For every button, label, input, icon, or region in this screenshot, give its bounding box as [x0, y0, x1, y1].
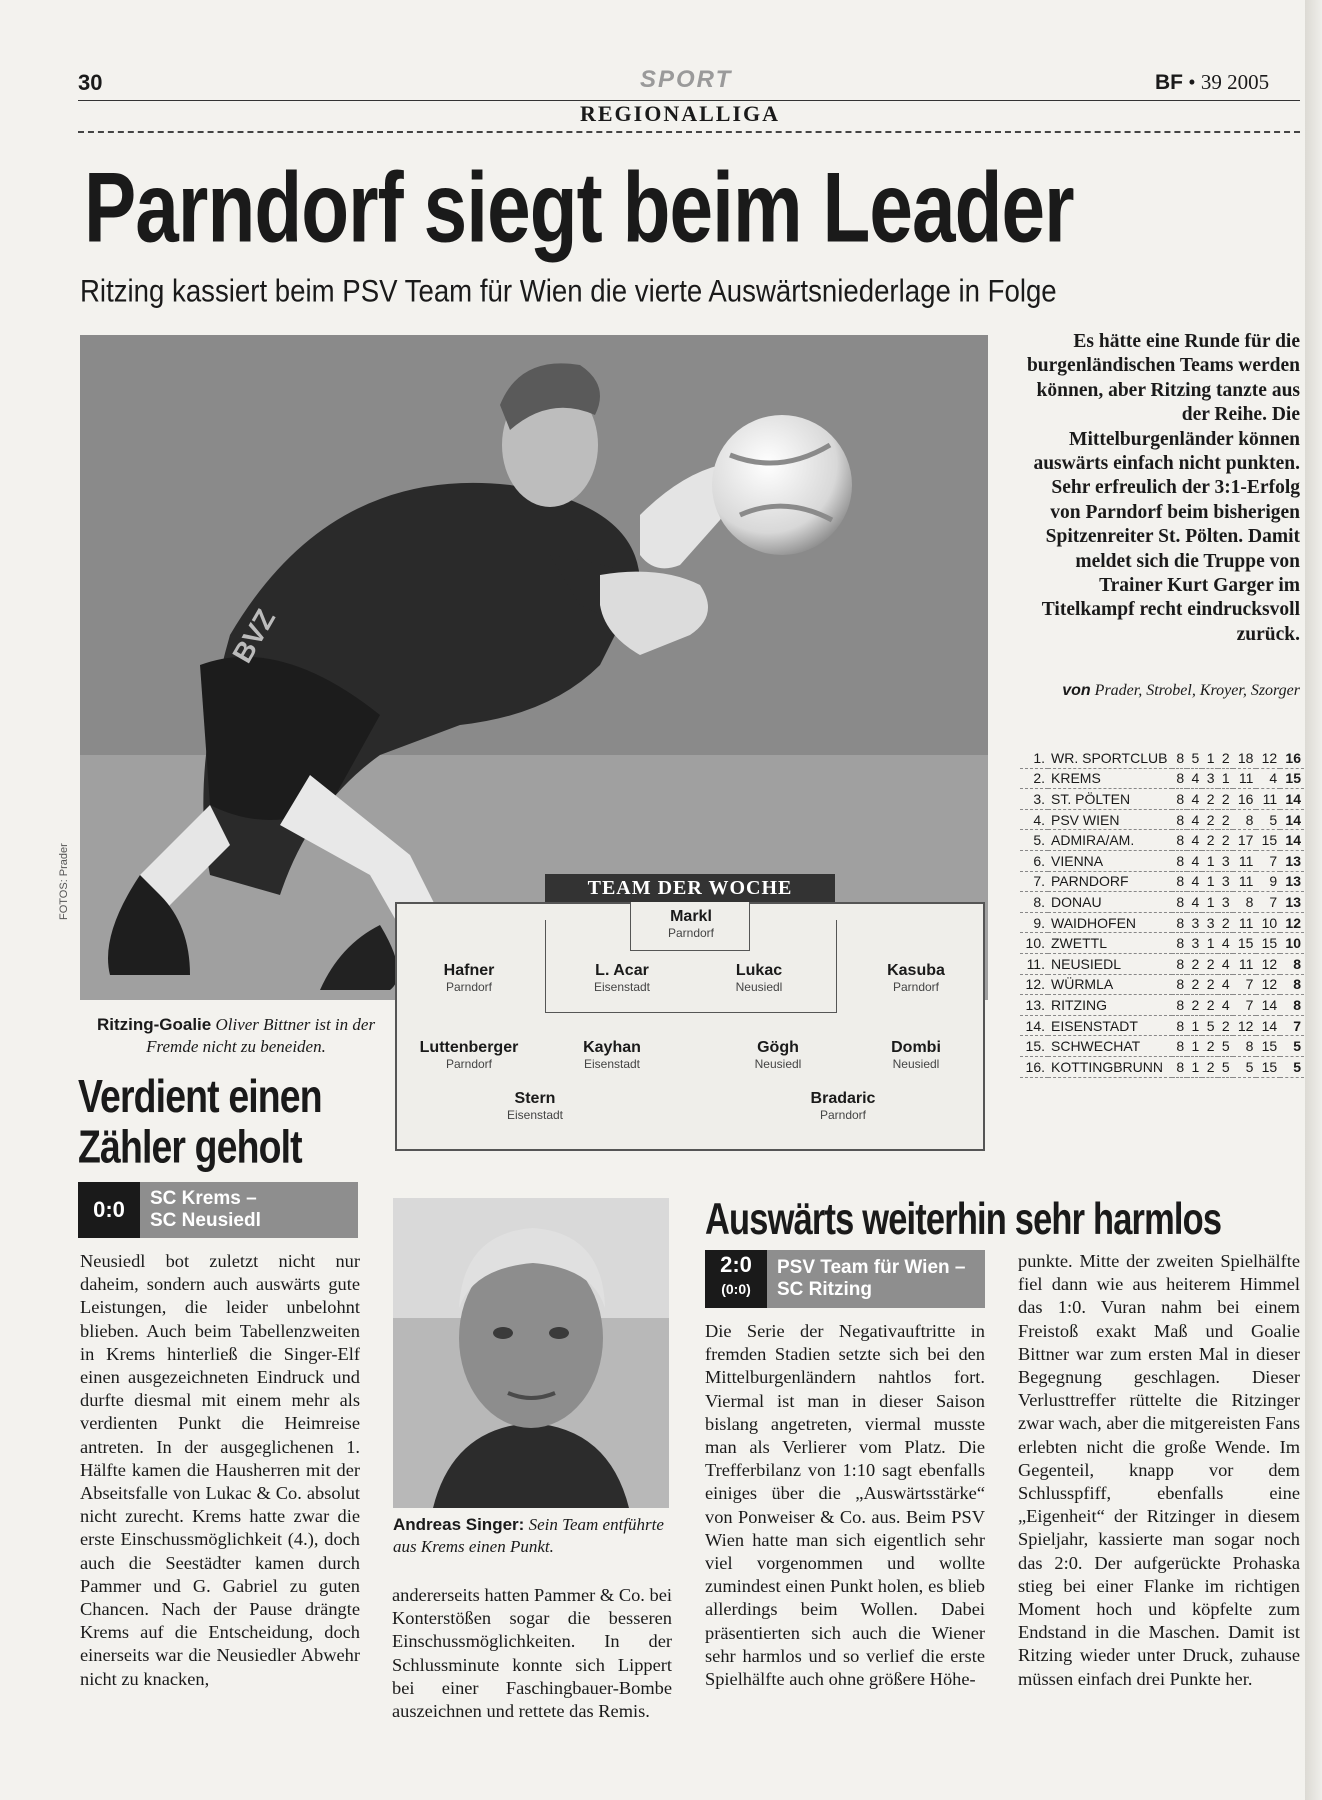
standings-cell-n: 2 — [1218, 830, 1233, 851]
standings-cell-sp: 8 — [1172, 995, 1187, 1016]
standings-cell-u: 2 — [1202, 974, 1217, 995]
standings-cell-u: 1 — [1202, 933, 1217, 954]
standings-cell-n: 4 — [1218, 995, 1233, 1016]
standings-cell-n: 2 — [1218, 1015, 1233, 1036]
standings-row — [1020, 748, 1304, 768]
standings-cell-sp: 8 — [1172, 1015, 1187, 1036]
player-club: Parndorf — [819, 1108, 867, 1122]
standings-cell-pts: 13 — [1280, 892, 1304, 913]
issue-number: 39 — [1200, 70, 1222, 94]
standings-row — [1020, 789, 1304, 810]
standings-cell-team: PARNDORF — [1048, 871, 1172, 892]
standings-cell-team: PSV WIEN — [1048, 809, 1172, 830]
player-name: Lukac — [735, 962, 783, 979]
standings-cell-s: 2 — [1187, 953, 1202, 974]
intro-paragraph: Es hätte eine Runde für die burgenländischen Teams werden können, aber Ritzing tanzte aus der Reihe. Die Mittelburgenländer können auswärts einfach nicht punkten. Sehr erfreulich der 3:1-Erfolg von Parndorf beim bisherigen Spitzenreiter St. Pölten. Damit meldet sich die Truppe von Trainer Kurt Garger im Titelkampf recht eindrucksvoll zurück. — [1026, 331, 1300, 645]
standings-cell-pts: 13 — [1280, 850, 1304, 871]
team-of-week-player — [684, 962, 834, 994]
standings-cell-u: 1 — [1202, 892, 1217, 913]
story1-body-col1: Neusiedl bot zuletzt nicht nur daheim, sondern auch auswärts gute Leistungen, die leider unbelohnt blieben. Auch beim Tabellenzweiten in Krems hinterließ die Singer-Elf einen ausgezeichneten Eindruck und durfte diesmal mit einem mehr als verdienten Punkt die Heimreise antreten. In der ausgeglichenen 1. Hälfte kamen die Hausherren mit der Abseitsfalle von Lukac & Co. absolut nicht zurecht. Krems hatte zwar die erste Einschussmöglichkeit (4.), doch auch die Seestädter kamen durch Pammer und G. Gabriel zu guten Chancen. Nach der Pause drängte Krems auf die Entscheidung, doch einerseits war die Neusiedler Abwehr nicht zu knacken, — [80, 1251, 360, 1689]
standings-cell-team: DONAU — [1048, 892, 1172, 913]
story1-team-away: SC Neusiedl — [150, 1210, 261, 1231]
standings-cell-pts: 14 — [1280, 830, 1304, 851]
story2-team-home: PSV Team für Wien – — [777, 1257, 966, 1278]
standings-cell-n: 3 — [1218, 850, 1233, 871]
standings-cell-u: 1 — [1202, 871, 1217, 892]
standings-cell-ga: 12 — [1256, 748, 1280, 768]
team-of-week-title: TEAM DER WOCHE — [545, 874, 835, 902]
standings-cell-s: 4 — [1187, 809, 1202, 830]
standings-cell-sp: 8 — [1172, 933, 1187, 954]
issue-year: 2005 — [1227, 70, 1270, 94]
standings-row — [1020, 953, 1304, 974]
standings-cell-s: 2 — [1187, 995, 1202, 1016]
standings-cell-u: 1 — [1202, 850, 1217, 871]
standings-cell-ga: 9 — [1256, 871, 1280, 892]
story2-teams — [777, 1257, 965, 1301]
story1-headline — [78, 1072, 322, 1173]
standings-row — [1020, 974, 1304, 995]
standings-cell-rank: 13. — [1020, 995, 1048, 1016]
standings-cell-gf: 17 — [1233, 830, 1257, 851]
story1-scorebar — [78, 1182, 358, 1238]
player-club: Parndorf — [667, 926, 715, 940]
rubric-label: REGIONALLIGA — [580, 101, 781, 126]
standings-table — [1020, 748, 1304, 1078]
player-club: Eisenstadt — [506, 1108, 564, 1122]
standings-cell-n: 3 — [1218, 871, 1233, 892]
story2-body-col1: Die Serie der Negativauftritte in fremden Stadien setzte sich bei den Mittelburgenländern nahtlos fort. Viermal ist man in dieser Saison bislang angetreten, viermal musste man als Verlierer vom Platz. Die Trefferbilanz von 1:10 sagt ebenfalls einiges über die „Auswärtsstärke“ von Ponweiser & Co. aus. Beim PSV Wien hatte man sich eigentlich sehr viel vorgenommen und wollte zumindest einen Punkt holen, es blieb allerdings beim Wollen. Dabei präsentierten sich auch die Wiener sehr harmlos und so verlief die erste Spielhälfte auch ohne größere Höhe- — [705, 1321, 985, 1690]
goalkeeper-illustration — [80, 335, 988, 1000]
standings-cell-ga: 14 — [1256, 1015, 1280, 1036]
standings-cell-pts: 12 — [1280, 912, 1304, 933]
story1-teams — [150, 1188, 261, 1232]
goalkeeper-photo — [80, 335, 988, 1000]
standings-cell-n: 4 — [1218, 933, 1233, 954]
standings-cell-n: 2 — [1218, 748, 1233, 768]
standings-cell-gf: 7 — [1233, 974, 1257, 995]
standings-cell-n: 4 — [1218, 953, 1233, 974]
standings-cell-pts: 14 — [1280, 789, 1304, 810]
player-club: Eisenstadt — [583, 1057, 641, 1071]
andreas-singer-photo — [393, 1198, 669, 1508]
standings-row — [1020, 809, 1304, 830]
standings-cell-n: 3 — [1218, 892, 1233, 913]
kit-logo-text: BVZ — [226, 604, 282, 668]
standings-cell-ga: 4 — [1256, 768, 1280, 789]
standings-cell-rank: 5. — [1020, 830, 1048, 851]
story1-score: 0:0 — [78, 1182, 140, 1238]
standings-cell-team: ST. PÖLTEN — [1048, 789, 1172, 810]
standings-cell-rank: 10. — [1020, 933, 1048, 954]
standings-cell-s: 4 — [1187, 871, 1202, 892]
standings-cell-gf: 15 — [1233, 933, 1257, 954]
standings-cell-gf: 11 — [1233, 768, 1257, 789]
standings-cell-rank: 16. — [1020, 1056, 1048, 1077]
story2-body-col2: punkte. Mitte der zweiten Spielhälfte fiel dann wie aus heiterem Himmel das 1:0. Vuran nahm bei einem Freistoß exakt Maß und Goalie Bittner war zum ersten Mal in dieser Begegnung geschlagen. Dieser Verlusttreffer rüttelte die Ritzinger zwar wach, aber die mitgereisten Fans erlebten nicht die große Wende. Im Gegenteil, knapp vor dem Schlusspfiff, ebenfalls eine „Eigenheit“ der Ritzinger in diesem Spieljahr, kassierte man sogar noch das 2:0. Der aufgerückte Prohaska stieg bei einer Flanke im richtigen Moment hoch und köpfelte zum Endstand in die Maschen. Damit ist Ritzing wieder unter Druck, zuhause müssen einfach drei Punkte her. — [1018, 1251, 1300, 1689]
standings-cell-ga: 15 — [1256, 933, 1280, 954]
photo1-caption — [96, 1014, 376, 1058]
standings-cell-gf: 11 — [1233, 912, 1257, 933]
standings-cell-pts: 7 — [1280, 1015, 1304, 1036]
player-name: Luttenberger — [419, 1039, 519, 1056]
standings-cell-s: 3 — [1187, 933, 1202, 954]
standings-cell-rank: 8. — [1020, 892, 1048, 913]
story1-team-home: SC Krems – — [150, 1188, 257, 1209]
team-of-week-player — [394, 962, 544, 994]
standings-cell-ga: 12 — [1256, 953, 1280, 974]
standings-cell-sp: 8 — [1172, 912, 1187, 933]
standings-cell-sp: 8 — [1172, 1056, 1187, 1077]
story2-headline: Auswärts weiterhin sehr harmlos — [705, 1194, 1222, 1244]
standings-row — [1020, 830, 1304, 851]
standings-cell-rank: 9. — [1020, 912, 1048, 933]
standings-cell-n: 5 — [1218, 1056, 1233, 1077]
player-club: Parndorf — [445, 1057, 493, 1071]
player-club: Parndorf — [892, 980, 940, 994]
standings-cell-sp: 8 — [1172, 892, 1187, 913]
standings-cell-gf: 5 — [1233, 1056, 1257, 1077]
standings-cell-s: 3 — [1187, 912, 1202, 933]
team-of-week-player — [394, 1039, 544, 1071]
standings-row — [1020, 768, 1304, 789]
portrait-illustration — [393, 1198, 669, 1508]
team-of-week-player — [841, 1039, 991, 1071]
photo1-caption-text: Oliver Bittner ist in der Fremde nicht zu beneiden. — [146, 1015, 376, 1056]
standings-cell-ga: 7 — [1256, 892, 1280, 913]
player-name: Gögh — [757, 1039, 799, 1056]
photo1-caption-name: Ritzing-Goalie — [96, 1015, 212, 1034]
player-name: Markl — [670, 908, 712, 925]
standings-cell-u: 2 — [1202, 830, 1217, 851]
standings-cell-u: 2 — [1202, 995, 1217, 1016]
story2-scorebar — [705, 1250, 985, 1308]
page-edge — [1305, 0, 1322, 1800]
issue-separator: • — [1188, 70, 1201, 94]
standings-cell-n: 4 — [1218, 974, 1233, 995]
standings-cell-sp: 8 — [1172, 748, 1187, 768]
player-name: Kasuba — [887, 962, 945, 979]
standings-cell-u: 5 — [1202, 1015, 1217, 1036]
standings-cell-sp: 8 — [1172, 830, 1187, 851]
standings-cell-pts: 8 — [1280, 995, 1304, 1016]
team-of-week-player — [537, 1039, 687, 1071]
byline — [1018, 682, 1300, 700]
standings-cell-s: 2 — [1187, 974, 1202, 995]
standings-cell-sp: 8 — [1172, 1036, 1187, 1057]
standings-row — [1020, 1036, 1304, 1057]
team-of-week-player — [547, 962, 697, 994]
page-number: 30 — [78, 70, 103, 95]
standings-cell-gf: 8 — [1233, 892, 1257, 913]
player-name: Kayhan — [583, 1039, 641, 1056]
standings-cell-team: WAIDHOFEN — [1048, 912, 1172, 933]
standings-cell-u: 3 — [1202, 912, 1217, 933]
standings-cell-u: 2 — [1202, 953, 1217, 974]
standings-cell-s: 1 — [1187, 1036, 1202, 1057]
standings-cell-n: 5 — [1218, 1036, 1233, 1057]
standings-cell-rank: 12. — [1020, 974, 1048, 995]
photo2-caption-text: Sein Team entführte aus Krems einen Punkt. — [393, 1515, 664, 1556]
byline-names: Prader, Strobel, Kroyer, Szorger — [1094, 682, 1300, 699]
section-label: SPORT — [640, 66, 733, 93]
photo-credit: FOTOS: Prader — [58, 843, 70, 920]
standings-cell-u: 2 — [1202, 789, 1217, 810]
standings-cell-sp: 8 — [1172, 850, 1187, 871]
standings-cell-rank: 14. — [1020, 1015, 1048, 1036]
standings-cell-team: ZWETTL — [1048, 933, 1172, 954]
photo2-caption — [393, 1514, 673, 1558]
standings-cell-s: 4 — [1187, 789, 1202, 810]
standings-cell-rank: 11. — [1020, 953, 1048, 974]
standings-row — [1020, 850, 1304, 871]
brand-label: BF — [1155, 71, 1183, 94]
standings-row — [1020, 1015, 1304, 1036]
standings-cell-gf: 16 — [1233, 789, 1257, 810]
standings-cell-rank: 15. — [1020, 1036, 1048, 1057]
standings-row — [1020, 912, 1304, 933]
team-of-week-player — [703, 1039, 853, 1071]
standings-cell-team: NEUSIEDL — [1048, 953, 1172, 974]
standings-cell-sp: 8 — [1172, 953, 1187, 974]
standings-cell-ga: 7 — [1256, 850, 1280, 871]
standings-cell-u: 2 — [1202, 1036, 1217, 1057]
standings-cell-pts: 14 — [1280, 809, 1304, 830]
player-name: L. Acar — [595, 962, 649, 979]
standings-cell-n: 2 — [1218, 789, 1233, 810]
standings-cell-pts: 10 — [1280, 933, 1304, 954]
standings-cell-sp: 8 — [1172, 974, 1187, 995]
standings-cell-team: SCHWECHAT — [1048, 1036, 1172, 1057]
standings-cell-team: RITZING — [1048, 995, 1172, 1016]
standings-cell-u: 2 — [1202, 809, 1217, 830]
standings-cell-gf: 12 — [1233, 1015, 1257, 1036]
standings-cell-team: VIENNA — [1048, 850, 1172, 871]
standings-cell-s: 4 — [1187, 768, 1202, 789]
standings-cell-ga: 10 — [1256, 912, 1280, 933]
standings-cell-rank: 3. — [1020, 789, 1048, 810]
standings-cell-pts: 5 — [1280, 1056, 1304, 1077]
standings-cell-sp: 8 — [1172, 768, 1187, 789]
team-of-week-player — [841, 962, 991, 994]
standings-cell-sp: 8 — [1172, 871, 1187, 892]
player-club: Parndorf — [445, 980, 493, 994]
byline-prefix: von — [1062, 682, 1091, 699]
story2-scorebox — [705, 1250, 767, 1308]
standings-cell-gf: 8 — [1233, 1036, 1257, 1057]
story1-body-col2: andererseits hatten Pammer & Co. bei Konterstößen sogar die besseren Einschussmöglichkeiten. In der Schlussminute konnte sich Lippert bei einer Faschingbauer-Bombe auszeichnen und rettete das Remis. — [392, 1585, 672, 1722]
story2-team-away: SC Ritzing — [777, 1279, 872, 1300]
standings-cell-gf: 11 — [1233, 871, 1257, 892]
standings-cell-n: 2 — [1218, 809, 1233, 830]
standings-cell-team: WR. SPORTCLUB — [1048, 748, 1172, 768]
standings-cell-ga: 15 — [1256, 830, 1280, 851]
player-club: Eisenstadt — [593, 980, 651, 994]
standings-row — [1020, 995, 1304, 1016]
standings-cell-s: 4 — [1187, 892, 1202, 913]
story1-headline-line2: Zähler geholt — [78, 1121, 302, 1173]
standings-cell-pts: 8 — [1280, 953, 1304, 974]
standings-cell-u: 1 — [1202, 748, 1217, 768]
standings-cell-rank: 2. — [1020, 768, 1048, 789]
standings-cell-team: KREMS — [1048, 768, 1172, 789]
standings-cell-s: 4 — [1187, 830, 1202, 851]
standings-table-wrapper — [1020, 748, 1304, 1078]
standings-row — [1020, 871, 1304, 892]
team-of-week-player — [616, 908, 766, 940]
player-name: Stern — [514, 1090, 556, 1107]
standings-cell-gf: 8 — [1233, 809, 1257, 830]
story1-headline-line1: Verdient einen — [78, 1070, 322, 1123]
standings-cell-team: KOTTINGBRUNN — [1048, 1056, 1172, 1077]
player-name: Dombi — [891, 1039, 941, 1056]
standings-cell-team: WÜRMLA — [1048, 974, 1172, 995]
standings-row — [1020, 892, 1304, 913]
standings-cell-ga: 5 — [1256, 809, 1280, 830]
story2-score: 2:0 — [720, 1252, 752, 1277]
standings-cell-rank: 1. — [1020, 748, 1048, 768]
rubric-dashed-rule — [78, 131, 1300, 133]
standings-cell-u: 2 — [1202, 1056, 1217, 1077]
standings-cell-pts: 15 — [1280, 768, 1304, 789]
standings-cell-s: 1 — [1187, 1015, 1202, 1036]
standings-cell-ga: 14 — [1256, 995, 1280, 1016]
standings-cell-ga: 11 — [1256, 789, 1280, 810]
standings-cell-ga: 12 — [1256, 974, 1280, 995]
standings-cell-ga: 15 — [1256, 1036, 1280, 1057]
standings-cell-s: 5 — [1187, 748, 1202, 768]
standings-cell-n: 1 — [1218, 768, 1233, 789]
standings-cell-pts: 16 — [1280, 748, 1304, 768]
standings-cell-sp: 8 — [1172, 809, 1187, 830]
player-club: Neusiedl — [892, 1057, 940, 1071]
team-of-week-player — [768, 1090, 918, 1122]
standings-cell-gf: 11 — [1233, 850, 1257, 871]
standings-cell-team: ADMIRA/AM. — [1048, 830, 1172, 851]
standings-cell-rank: 4. — [1020, 809, 1048, 830]
standings-row — [1020, 1056, 1304, 1077]
standings-cell-gf: 11 — [1233, 953, 1257, 974]
player-club: Neusiedl — [735, 980, 783, 994]
team-of-week-player — [460, 1090, 610, 1122]
standings-cell-pts: 5 — [1280, 1036, 1304, 1057]
standings-cell-team: EISENSTADT — [1048, 1015, 1172, 1036]
player-name: Hafner — [443, 962, 495, 979]
headline: Parndorf siegt beim Leader — [84, 153, 1074, 264]
standings-cell-rank: 6. — [1020, 850, 1048, 871]
photo2-caption-name: Andreas Singer: — [393, 1515, 525, 1534]
issue-label — [1155, 70, 1269, 95]
standings-cell-ga: 15 — [1256, 1056, 1280, 1077]
standings-row — [1020, 933, 1304, 954]
standings-cell-s: 4 — [1187, 850, 1202, 871]
story2-halftime: (0:0) — [721, 1281, 751, 1297]
standings-cell-sp: 8 — [1172, 789, 1187, 810]
player-club: Neusiedl — [754, 1057, 802, 1071]
standings-cell-pts: 13 — [1280, 871, 1304, 892]
subheadline: Ritzing kassiert beim PSV Team für Wien die vierte Auswärtsniederlage in Folge — [80, 274, 1057, 309]
standings-cell-n: 2 — [1218, 912, 1233, 933]
standings-cell-rank: 7. — [1020, 871, 1048, 892]
standings-cell-pts: 8 — [1280, 974, 1304, 995]
player-name: Bradaric — [810, 1090, 876, 1107]
standings-cell-s: 1 — [1187, 1056, 1202, 1077]
standings-cell-gf: 7 — [1233, 995, 1257, 1016]
standings-cell-gf: 18 — [1233, 748, 1257, 768]
standings-cell-u: 3 — [1202, 768, 1217, 789]
